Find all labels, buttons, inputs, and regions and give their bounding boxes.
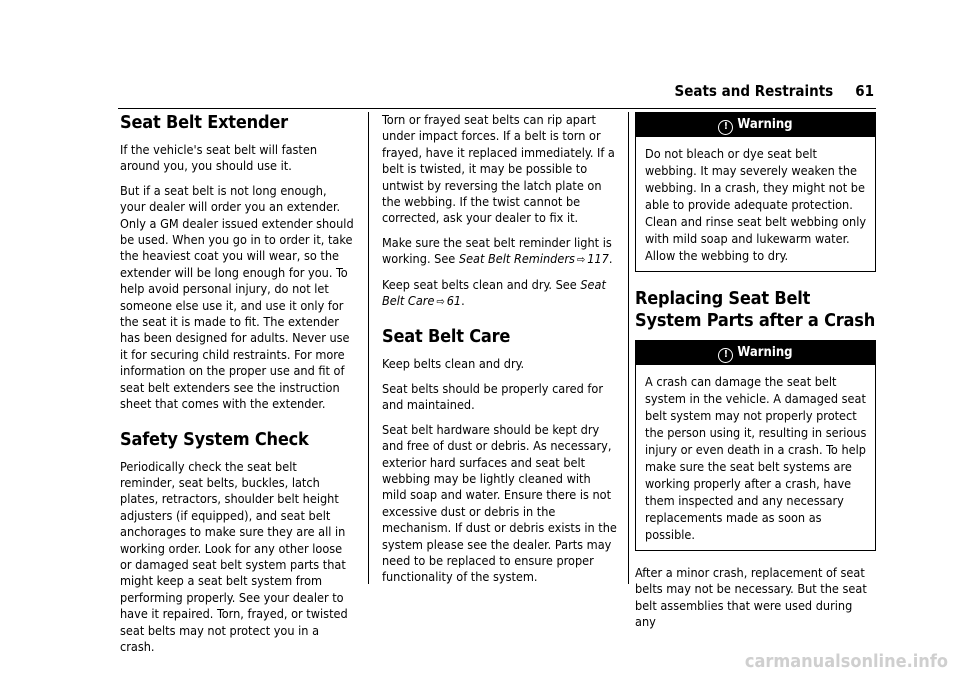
- heading-safety-system-check: Safety System Check: [120, 428, 309, 450]
- warning-header: [636, 341, 875, 365]
- column-2: [382, 112, 617, 594]
- paragraph: Periodically check the seat belt reminder, seat belts, buckles, latch plates, retractors, shoulder belt height adjusters (if equipped), and seat belt anchorages to make sure they are all in working order. Look for any other loose or damaged seat belt system parts that might keep a seat belt system from performing properly. See your dealer to have it repaired. Torn, frayed, or twisted seat belts may not protect you in a crash.: [120, 458, 348, 654]
- warning-text: A crash can damage the seat belt system in the vehicle. A damaged seat belt system may not properly protect the person using it, resulting in serious injury or even death in a crash. To help make sure the seat belt systems are working properly after a crash, have them inspected and any necessary replacements made as soon as possible.: [645, 374, 867, 542]
- warning-text: Do not bleach or dye seat belt webbing. It may severely weaken the webbing. In a crash, they might not be able to provide adequate protection. Clean and rinse seat belt webbing only with mild soap and lukewarm water. Allow the webbing to dry.: [645, 146, 867, 263]
- watermark: carmanualsonline.info: [744, 651, 948, 672]
- paragraph: [382, 277, 617, 311]
- section-title: Seats and Restraints: [674, 82, 834, 100]
- paragraph: Keep belts clean and dry.: [382, 356, 525, 372]
- column-3: [623, 112, 876, 639]
- page-number: 61: [855, 82, 874, 100]
- text: .: [461, 293, 465, 309]
- page-ref[interactable]: 117: [587, 251, 609, 267]
- warning-label: Warning: [737, 345, 793, 360]
- heading-seat-belt-extender: Seat Belt Extender: [120, 112, 288, 133]
- warning-label: Warning: [737, 117, 793, 132]
- warning-icon: !: [718, 348, 733, 363]
- heading-seat-belt-care: Seat Belt Care: [382, 326, 511, 348]
- running-head: [674, 82, 874, 100]
- paragraph: But if a seat belt is not long enough, your dealer will order you an extender. Only a GM dealer issued extender should be used. When you go in to order it, take the heaviest coat you will wear, so the extender will be long enough for you. To help avoid personal injury, do not let someone else use it, and use it only for the seat it is made to fit. The extender has been designed for adults. Never use it for securing child restraints. For more information on the proper use and fit of seat belt extenders see the instruction sheet that comes with the extender.: [120, 182, 354, 412]
- text: Keep seat belts clean and dry. See: [382, 276, 581, 292]
- page-ref-arrow-icon: ⇨: [576, 253, 586, 267]
- heading-replacing-parts: Replacing Seat Belt System Parts after a Crash: [635, 288, 876, 331]
- link-seat-belt-care[interactable]: Seat Belt Care: [382, 276, 606, 309]
- paragraph: Seat belts should be properly cared for and maintained.: [382, 380, 603, 413]
- text: .: [608, 251, 613, 267]
- paragraph: [382, 235, 617, 269]
- warning-header: [636, 113, 875, 137]
- paragraph: Seat belt hardware should be kept dry and free of dust or debris. As necessary, exterior hard surfaces and seat belt webbing may be lightly cleaned with mild soap and water. Ensure there is not excessive dust or debris in the mechanism. If dust or debris exists in the system please see the dealer. Parts may need to be replaced to ensure proper functionality of the system.: [382, 421, 617, 585]
- paragraph: After a minor crash, replacement of seat belts may not be necessary. But the seat belt assemblies that were used during any: [635, 565, 867, 630]
- warning-icon: !: [718, 120, 733, 135]
- warning-box: [635, 112, 876, 272]
- text: Make sure the seat belt reminder light is working. See: [382, 234, 612, 267]
- page-ref[interactable]: 61: [446, 293, 462, 309]
- link-seat-belt-reminders[interactable]: Seat Belt Reminders: [458, 251, 575, 267]
- header-rule: [118, 108, 876, 109]
- column-1: [120, 112, 355, 663]
- paragraph: Torn or frayed seat belts can rip apart under impact forces. If a belt is torn or frayed, have it replaced immediately. If a belt is twisted, it may be possible to untwist by reversing the latch plate on the webbing. If the twist cannot be corrected, ask your dealer to fix it.: [382, 112, 615, 226]
- warning-box: [635, 340, 876, 551]
- page-ref-arrow-icon: ⇨: [436, 295, 445, 309]
- column-divider: [368, 112, 369, 584]
- paragraph: If the vehicle's seat belt will fasten around you, you should use it.: [120, 142, 318, 174]
